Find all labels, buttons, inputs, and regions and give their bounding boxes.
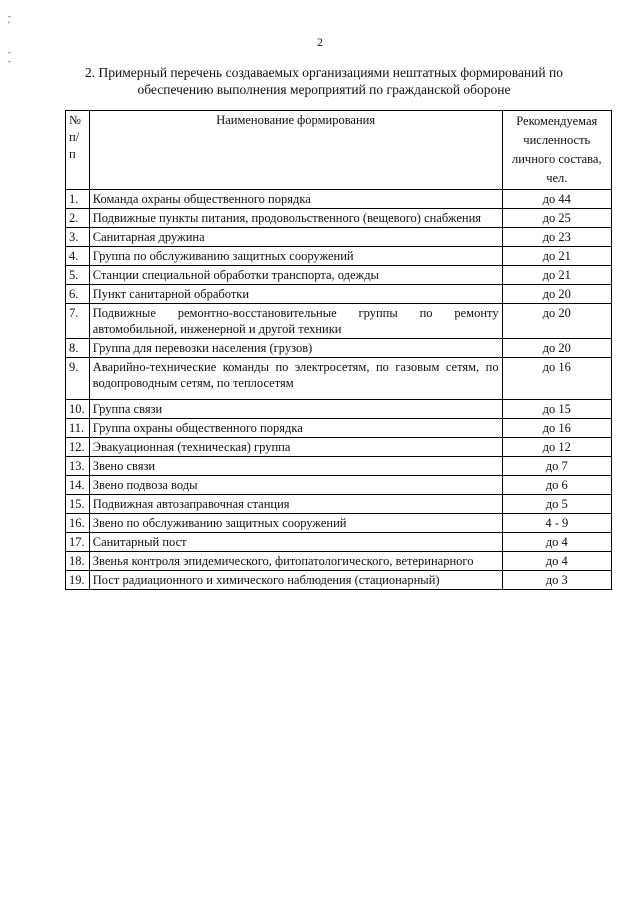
- formation-name: Команда охраны общественного порядка: [89, 190, 502, 209]
- formation-name: Звенья контроля эпидемического, фитопатологического, ветеринарного: [89, 552, 502, 571]
- formation-name: Звено по обслуживанию защитных сооружений: [89, 514, 502, 533]
- page-number: 2: [317, 35, 323, 49]
- row-number: 16.: [66, 514, 90, 533]
- row-number: 11.: [66, 419, 90, 438]
- formation-name: Подвижная автозаправочная станция: [89, 495, 502, 514]
- table-row: [66, 247, 612, 266]
- recommended-count: до 44: [502, 190, 611, 209]
- table-row: [66, 228, 612, 247]
- recommended-count: до 6: [502, 476, 611, 495]
- table-row: [66, 285, 612, 304]
- formations-table: [65, 110, 612, 590]
- row-number: 2.: [66, 209, 90, 228]
- recommended-count: до 4: [502, 552, 611, 571]
- margin-mark: -: [8, 47, 11, 57]
- table-row: [66, 400, 612, 419]
- header-count: Рекомендуемая численность личного состава, чел.: [502, 111, 611, 190]
- table-row: [66, 552, 612, 571]
- table-row: [66, 358, 612, 400]
- margin-mark: ': [8, 20, 10, 30]
- table-body: [66, 190, 612, 590]
- row-number: 13.: [66, 457, 90, 476]
- row-number: 9.: [66, 358, 90, 400]
- row-number: 6.: [66, 285, 90, 304]
- formation-name: Группа для перевозки населения (грузов): [89, 339, 502, 358]
- table-row: [66, 476, 612, 495]
- row-number: 1.: [66, 190, 90, 209]
- row-number: 4.: [66, 247, 90, 266]
- formation-name: Станции специальной обработки транспорта, одежды: [89, 266, 502, 285]
- margin-mark: -: [8, 56, 11, 66]
- table-row: [66, 419, 612, 438]
- recommended-count: до 20: [502, 339, 611, 358]
- formation-name: Группа связи: [89, 400, 502, 419]
- row-number: 3.: [66, 228, 90, 247]
- recommended-count: до 15: [502, 400, 611, 419]
- table-row: [66, 266, 612, 285]
- row-number: 12.: [66, 438, 90, 457]
- header-num: № п/п: [66, 111, 90, 190]
- recommended-count: до 21: [502, 247, 611, 266]
- recommended-count: до 16: [502, 358, 611, 400]
- margin-mark: -: [8, 11, 11, 21]
- formation-name: Звено связи: [89, 457, 502, 476]
- row-number: 8.: [66, 339, 90, 358]
- row-number: 19.: [66, 571, 90, 590]
- row-number: 14.: [66, 476, 90, 495]
- formation-name: Подвижные ремонтно-восстановительные группы по ремонту автомобильной, инженерной и другой техники: [89, 304, 502, 339]
- row-number: 5.: [66, 266, 90, 285]
- formation-name: Эвакуационная (техническая) группа: [89, 438, 502, 457]
- formation-name: Пункт санитарной обработки: [89, 285, 502, 304]
- header-name: Наименование формирования: [89, 111, 502, 190]
- table-row: [66, 209, 612, 228]
- formation-name: Звено подвоза воды: [89, 476, 502, 495]
- row-number: 7.: [66, 304, 90, 339]
- row-number: 10.: [66, 400, 90, 419]
- recommended-count: до 3: [502, 571, 611, 590]
- table-row: [66, 190, 612, 209]
- table-row: [66, 457, 612, 476]
- formation-name: Группа по обслуживанию защитных сооружений: [89, 247, 502, 266]
- recommended-count: до 25: [502, 209, 611, 228]
- table-header-row: [66, 111, 612, 190]
- section-title: 2. Примерный перечень создаваемых организациями нештатных формирований по обеспечению выполнения мероприятий по гражданской обороне: [85, 65, 563, 97]
- recommended-count: до 20: [502, 304, 611, 339]
- recommended-count: до 4: [502, 533, 611, 552]
- formation-name: Аварийно-технические команды по электросетям, по газовым сетям, по водопроводным сетям, по теплосетям: [89, 358, 502, 400]
- table-row: [66, 533, 612, 552]
- recommended-count: до 12: [502, 438, 611, 457]
- recommended-count: до 16: [502, 419, 611, 438]
- formation-name: Подвижные пункты питания, продовольственного (вещевого) снабжения: [89, 209, 502, 228]
- table-row: [66, 304, 612, 339]
- recommended-count: до 21: [502, 266, 611, 285]
- recommended-count: до 7: [502, 457, 611, 476]
- table-row: [66, 514, 612, 533]
- formation-name: Санитарная дружина: [89, 228, 502, 247]
- recommended-count: до 5: [502, 495, 611, 514]
- table-row: [66, 571, 612, 590]
- formation-name: Санитарный пост: [89, 533, 502, 552]
- row-number: 15.: [66, 495, 90, 514]
- table-row: [66, 438, 612, 457]
- table-row: [66, 339, 612, 358]
- table-row: [66, 495, 612, 514]
- row-number: 18.: [66, 552, 90, 571]
- formation-name: Группа охраны общественного порядка: [89, 419, 502, 438]
- recommended-count: 4 - 9: [502, 514, 611, 533]
- recommended-count: до 23: [502, 228, 611, 247]
- recommended-count: до 20: [502, 285, 611, 304]
- formation-name: Пост радиационного и химического наблюдения (стационарный): [89, 571, 502, 590]
- row-number: 17.: [66, 533, 90, 552]
